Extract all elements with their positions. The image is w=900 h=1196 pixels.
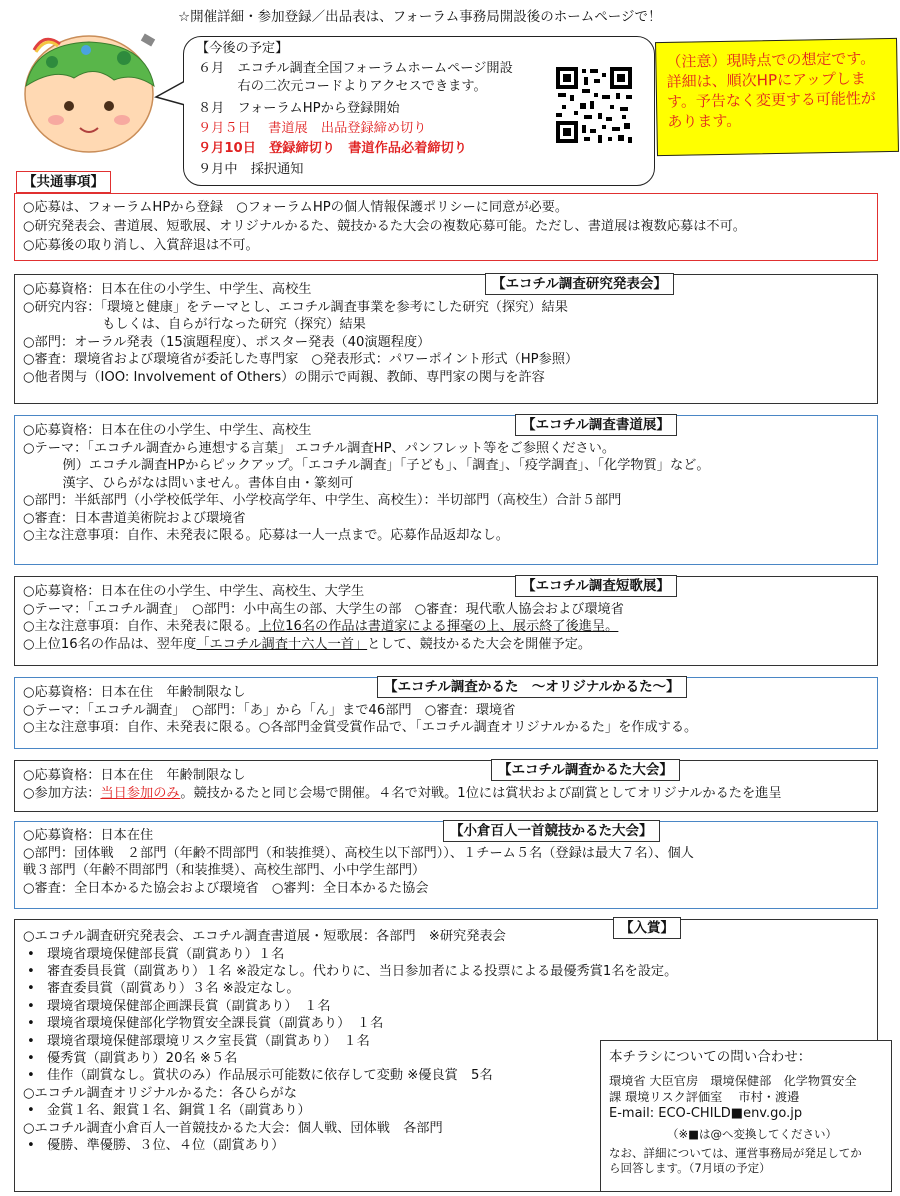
common-line-2: ○研究発表会、書道展、短歌展、オリジナルかるた、競技かるた大会の複数応募可能。ただし、書道展は複数応募は不可。 — [23, 219, 746, 234]
tanka-section — [14, 576, 878, 666]
calligraphy-line-7: ○主な注意事項：自作、未発表に限る。応募は一人一点まで。応募作品返却なし。 — [23, 528, 509, 543]
schedule-line-5: ９月10日 登録締切り 書道作品必着締切り — [198, 141, 467, 156]
tournament-tag: 【エコチル調査かるた大会】 — [491, 759, 680, 781]
ogura-line-4: ○審査：全日本かるた協会および環境省 ○審判：全日本かるた協会 — [23, 880, 429, 896]
tanka-line-3 — [23, 618, 624, 636]
tanka-line-3-a: ○主な注意事項：自作、未発表に限る。 — [23, 619, 259, 634]
same-day-participation: 当日参加のみ — [100, 785, 181, 801]
contact-email[interactable]: E-mail: ECO-CHILD■env.go.jp — [609, 1106, 803, 1121]
award-item: • 優秀賞（副賞あり）20名 ※５名 — [23, 1050, 677, 1067]
karuta-line-2: ○テーマ：「エコチル調査」 ○部門：「あ」から「ん」まで46部門 ○審査：環境省 — [23, 702, 516, 718]
research-tag: 【エコチル調査研究発表会】 — [485, 273, 674, 295]
karuta-line-3: ○主な注意事項：自作、未発表に限る。○各部門金賞受賞作品で、「エコチル調査オリジナルかるた」を作成する。 — [23, 720, 698, 735]
tanka-line-1: ○応募資格：日本在住の小学生、中学生、高校生、大学生 — [23, 584, 365, 599]
schedule-line-6: ９月中 採択通知 — [198, 162, 304, 177]
tanka-lines — [23, 583, 624, 653]
contact-line-2: 課 環境リスク評価室 市村・渡邉 — [609, 1090, 800, 1104]
tanka-line-4-a: ○上位16名の作品は、翌年度 — [23, 636, 197, 652]
tournament-line-2-c: 。競技かるたと同じ会場で開催。４名で対戦。1位には賞状および副賞としてオリジナルかるたを進呈 — [180, 785, 782, 801]
mascot-illustration — [14, 24, 164, 159]
contact-box — [600, 1040, 892, 1192]
common-tag: 【共通事項】 — [16, 171, 111, 193]
tournament-section — [14, 760, 878, 812]
awards-list-1 — [23, 946, 677, 1085]
tournament-line-2 — [23, 785, 782, 803]
bubble-tail — [154, 79, 186, 109]
ogura-line-1: ○応募資格：日本在住 — [23, 828, 154, 843]
research-lines — [23, 281, 578, 386]
calligraphy-line-4: 漢字、ひらがなは問いません。書体自由・篆刻可 — [23, 475, 354, 491]
tournament-lines — [23, 767, 782, 802]
schedule-line-1: ６月 エコチル調査全国フォーラムホームページ開設 — [198, 61, 513, 76]
calligraphy-line-6: ○審査：日本書道美術院および環境省 — [23, 510, 246, 526]
tanka-line-4 — [23, 636, 624, 654]
tanka-line-2: ○テーマ：「エコチル調査」 ○部門：小中高生の部、大学生の部 ○審査：現代歌人協会および環境省 — [23, 601, 624, 617]
tanka-line-4-c: として、競技かるた大会を開催予定。 — [367, 636, 592, 652]
common-line-3: ○応募後の取り消し、入賞辞退は不可。 — [23, 238, 259, 253]
schedule-line-2: 右の二次元コードよりアクセスできます。 — [198, 79, 487, 94]
award-item: • 環境省環境保健部環境リスク室長賞（副賞あり） １名 — [23, 1033, 677, 1050]
schedule-line-3: ８月 フォーラムHPから登録開始 — [198, 101, 400, 116]
award-item: • 優勝、準優勝、３位、４位（副賞あり） — [23, 1137, 677, 1154]
schedule-title: 【今後の予定】 — [196, 41, 289, 56]
contact-line-1: 環境省 大臣官房 環境保健部 化学物質安全 — [609, 1074, 857, 1088]
research-line-4: ○部門：オーラル発表（15演題程度）、ポスター発表（40演題程度） — [23, 334, 431, 350]
research-section — [14, 274, 878, 404]
karuta-tag: 【エコチル調査かるた ～オリジナルかるた～】 — [377, 676, 687, 698]
karuta-lines — [23, 684, 697, 737]
calligraphy-line-3: 例）エコチル調査HPからピックアップ。「エコチル調査」「子ども」、「調査」、「疫学調査」、「化学物質」など。 — [23, 458, 710, 473]
karuta-line-1: ○応募資格：日本在住 年齢制限なし — [23, 685, 246, 700]
research-line-2: ○研究内容：「環境と健康」をテーマとし、エコチル調査事業を参考にした研究（探究）結果 — [23, 299, 568, 315]
contact-footer-1: なお、詳細については、運営事務局が発足してか — [609, 1146, 862, 1160]
awards-list-3 — [23, 1137, 677, 1154]
ogura-lines — [23, 827, 694, 897]
contact-conversion-note: （※■は@へ変換してください） — [667, 1127, 837, 1141]
calligraphy-section — [14, 415, 878, 565]
research-line-5: ○審査：環境省および環境省が委託した専門家 ○発表形式：パワーポイント形式（HP参照） — [23, 352, 579, 367]
contact-footer-2: ら回答します。（7月頃の予定） — [609, 1161, 771, 1175]
research-line-1: ○応募資格：日本在住の小学生、中学生、高校生 — [23, 282, 312, 297]
research-line-3: もしくは、自らが行なった研究（探究）結果 — [23, 317, 366, 332]
contact-title: 本チラシについての問い合わせ： — [609, 1049, 812, 1065]
ogura-section — [14, 821, 878, 909]
common-line-1: ○応募は、フォーラムHPから登録 ○フォーラムHPの個人情報保護ポリシーに同意が必要。 — [23, 200, 569, 215]
schedule-line-4: ９月５日 書道展 出品登録締め切り — [198, 121, 427, 136]
award-item: • 環境省環境保健部化学物質安全課長賞（副賞あり） １名 — [23, 1015, 677, 1032]
tanka-tag: 【エコチル調査短歌展】 — [515, 575, 677, 597]
award-item: • 金賞１名、銀賞１名、銅賞１名（副賞あり） — [23, 1102, 677, 1119]
caution-note — [655, 38, 899, 156]
calligraphy-line-1: ○応募資格：日本在住の小学生、中学生、高校生 — [23, 423, 312, 438]
calligraphy-tag: 【エコチル調査書道展】 — [515, 414, 677, 436]
tanka-line-3-b: 上位16名の作品は書道家による揮毫の上、展示終了後進呈。 — [258, 619, 619, 634]
research-line-6: ○他者関与（IOO: Involvement of Others）の開示で両親、教師、専門家の関与を許容 — [23, 369, 545, 385]
award-item: • 環境省環境保健部長賞（副賞あり）１名 — [23, 946, 677, 963]
qr-code-icon[interactable] — [554, 65, 634, 145]
awards-content — [23, 928, 677, 1155]
award-item: • 審査委員賞（副賞あり）３名 ※設定なし。 — [23, 980, 677, 997]
tanka-line-4-b: 「エコチル調査十六人一首」 — [196, 636, 368, 652]
calligraphy-lines — [23, 422, 710, 545]
ogura-line-2: ○部門：団体戦 ２部門（年齢不問部門（和装推奨）、高校生以下部門））、１チーム５名（登録は最大７名）、個人 — [23, 845, 694, 861]
award-item: • 佳作（副賞なし。賞状のみ）作品展示可能数に依存して変動 ※優良賞 5名 — [23, 1067, 677, 1084]
calligraphy-line-5: ○部門：半紙部門（小学校低学年、小学校高学年、中学生、高校生）：半切部門（高校生）合計５部門 — [23, 493, 622, 508]
awards-head-3: ○エコチル調査小倉百人一首競技かるた大会：個人戦、団体戦 各部門 — [23, 1120, 443, 1136]
award-item: • 審査委員長賞（副賞あり）１名 ※設定なし。代わりに、当日参加者による投票による最優秀賞1名を設定。 — [23, 963, 677, 980]
caution-text: （注意）現時点での想定です。詳細は、順次HPにアップします。予告なく変更する可能性があります。 — [666, 49, 877, 131]
karuta-section — [14, 677, 878, 749]
awards-head-2: ○エコチル調査オリジナルかるた：各ひらがな — [23, 1085, 297, 1101]
ogura-line-3: 戦３部門（年齢不問部門（和装推奨）、高校生部門、小中学生部門） — [23, 863, 426, 878]
awards-head-1: ○エコチル調査研究発表会、エコチル調査書道展・短歌展：各部門 ※研究発表会 — [23, 929, 506, 944]
header-notice: ☆開催詳細・参加登録／出品表は、フォーラム事務局開設後のホームページで！ — [178, 9, 662, 25]
ogura-tag: 【小倉百人一首競技かるた大会】 — [443, 820, 660, 842]
common-section — [14, 193, 878, 261]
awards-list-2 — [23, 1102, 677, 1119]
award-item: • 環境省環境保健部企画課長賞（副賞あり） １名 — [23, 998, 677, 1015]
tournament-line-2-a: ○参加方法： — [23, 785, 101, 801]
schedule-bubble — [183, 36, 655, 186]
awards-tag: 【入賞】 — [613, 917, 681, 939]
calligraphy-line-2: ○テーマ：「エコチル調査から連想する言葉」 エコチル調査HP、パンフレット等をご参照ください。 — [23, 440, 616, 456]
tournament-line-1: ○応募資格：日本在住 年齢制限なし — [23, 768, 246, 783]
